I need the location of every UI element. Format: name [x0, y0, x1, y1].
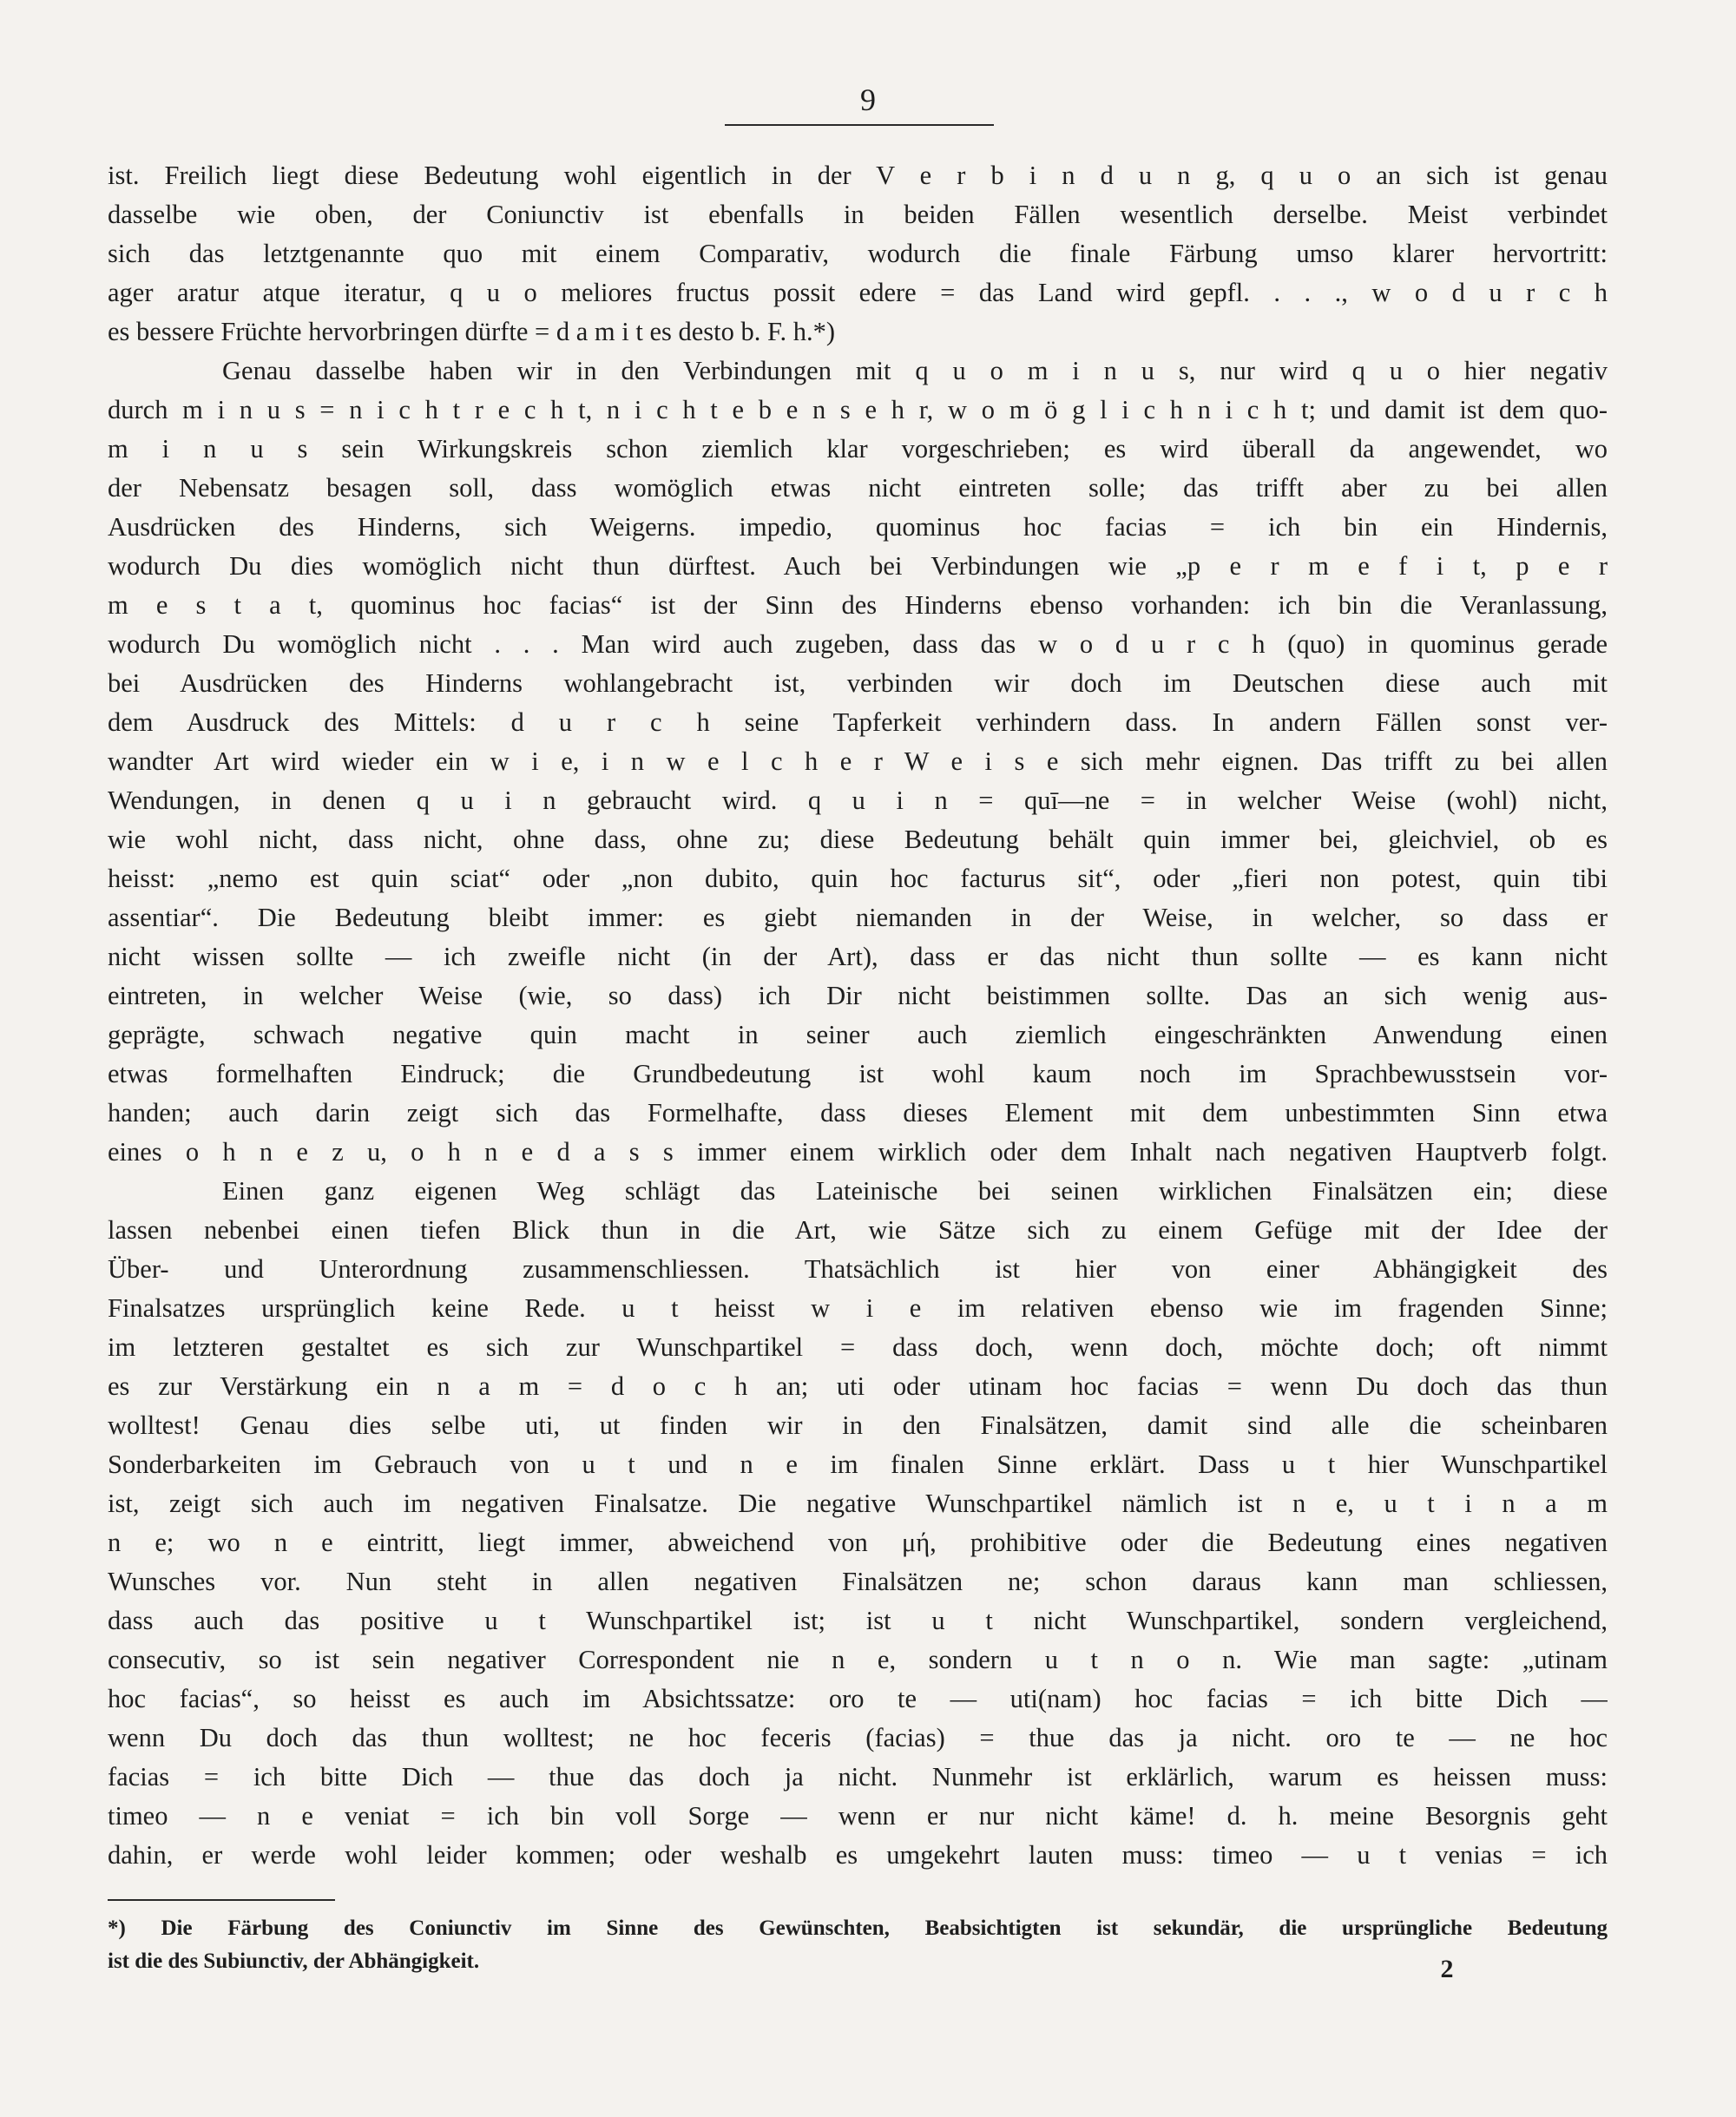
footnote-line: *) Die Färbung des Coniunctiv im Sinne des Gewünschten, Beabsichtigten ist sekundär, die ursprüngliche Bedeutung	[108, 1916, 1608, 1940]
text-line: ist. Freilich liegt diese Bedeutung wohl eigentlich in der V e r b i n d u n g, q u o an sich ist genau	[108, 161, 1608, 190]
text-line: n e; wo n e eintritt, liegt immer, abweichend von μή, prohibitive oder die Bedeutung eines negativen	[108, 1528, 1608, 1557]
text-line: eines o h n e z u, o h n e d a s s immer einem wirklich oder dem Inhalt nach negativen Hauptverb folgt.	[108, 1137, 1608, 1167]
text-line: der Nebensatz besagen soll, dass womöglich etwas nicht eintreten solle; das trifft aber zu bei allen	[108, 473, 1608, 503]
text-line: etwas formelhaften Eindruck; die Grundbedeutung ist wohl kaum noch im Sprachbewusstsein vor-	[108, 1059, 1608, 1088]
text-line: assentiar“. Die Bedeutung bleibt immer: es giebt niemanden in der Weise, in welcher, so dass er	[108, 903, 1608, 932]
text-line: eintreten, in welcher Weise (wie, so dass) ich Dir nicht beistimmen sollte. Das an sich wenig aus-	[108, 981, 1608, 1010]
text-line: geprägte, schwach negative quin macht in seiner auch ziemlich eingeschränkten Anwendung einen	[108, 1020, 1608, 1049]
text-line: Finalsatzes ursprünglich keine Rede. u t heisst w i e im relativen ebenso wie im fragenden Sinne;	[108, 1293, 1608, 1323]
footnote	[108, 1912, 1608, 1978]
text-line: dasselbe wie oben, der Coniunctiv ist ebenfalls in beiden Fällen wesentlich derselbe. Meist verbindet	[108, 200, 1608, 229]
text-line: dem Ausdruck des Mittels: d u r c h seine Tapferkeit verhindern dass. In andern Fällen sonst ver-	[108, 707, 1608, 737]
text-line: m e s t a t, quominus hoc facias“ ist der Sinn des Hinderns ebenso vorhanden: ich bin die Veranlassung,	[108, 590, 1608, 620]
text-line: dass auch das positive u t Wunschpartikel ist; ist u t nicht Wunschpartikel, sondern vergleichend,	[108, 1606, 1608, 1635]
text-line: ager aratur atque iteratur, q u o meliores fructus possit edere = das Land wird gepfl. . . ., w o d u r c h	[108, 278, 1608, 307]
text-line: es bessere Früchte hervorbringen dürfte = d a m i t es desto b. F. h.*)	[108, 317, 836, 346]
text-line: Ausdrücken des Hinderns, sich Weigerns. impedio, quominus hoc facias = ich bin ein Hindernis,	[108, 512, 1608, 542]
main-text	[108, 156, 1608, 1875]
text-line: wodurch Du dies womöglich nicht thun dürftest. Auch bei Verbindungen wie „p e r m e f i t, p e r	[108, 551, 1608, 581]
text-line: sich das letztgenannte quo mit einem Comparativ, wodurch die finale Färbung umso klarer hervortritt:	[108, 239, 1608, 268]
sheet-signature: 2	[1440, 1955, 1454, 1983]
text-line: im letzteren gestaltet es sich zur Wunschpartikel = dass doch, wenn doch, möchte doch; oft nimmt	[108, 1332, 1608, 1362]
text-line: durch m i n u s = n i c h t r e c h t, n i c h t e b e n s e h r, w o m ö g l i c h n i c h t; und damit ist dem quo-	[108, 395, 1608, 424]
footnote-rule	[108, 1899, 335, 1901]
text-line: wandter Art wird wieder ein w i e, i n w e l c h e r W e i s e sich mehr eignen. Das trifft zu bei allen	[108, 746, 1608, 776]
text-line: Wunsches vor. Nun steht in allen negativen Finalsätzen ne; schon daraus kann man schliessen,	[108, 1567, 1608, 1596]
text-line: consecutiv, so ist sein negativer Correspondent nie n e, sondern u t n o n. Wie man sagte: „utinam	[108, 1645, 1608, 1674]
header-rule	[725, 124, 994, 126]
footnote-line: ist die des Subiunctiv, der Abhängigkeit.	[108, 1949, 480, 1973]
text-line: Sonderbarkeiten im Gebrauch von u t und n e im finalen Sinne erklärt. Dass u t hier Wunschpartikel	[108, 1450, 1608, 1479]
text-line: bei Ausdrücken des Hinderns wohlangebracht ist, verbinden wir doch im Deutschen diese auch mit	[108, 668, 1608, 698]
text-line: Genau dasselbe haben wir in den Verbindungen mit q u o m i n u s, nur wird q u o hier negativ	[222, 356, 1608, 385]
text-line: hoc facias“, so heisst es auch im Absichtssatze: oro te — uti(nam) hoc facias = ich bitte Dich —	[108, 1684, 1608, 1713]
text-line: Einen ganz eigenen Weg schlägt das Lateinische bei seinen wirklichen Finalsätzen ein; diese	[222, 1176, 1608, 1206]
text-line: Über- und Unterordnung zusammenschliessen. Thatsächlich ist hier von einer Abhängigkeit des	[108, 1254, 1608, 1284]
text-line: facias = ich bitte Dich — thue das doch ja nicht. Nunmehr ist erklärlich, warum es heissen muss:	[108, 1762, 1608, 1792]
text-line: dahin, er werde wohl leider kommen; oder weshalb es umgekehrt lauten muss: timeo — u t venias = ich	[108, 1840, 1608, 1870]
text-line: lassen nebenbei einen tiefen Blick thun in die Art, wie Sätze sich zu einem Gefüge mit der Idee der	[108, 1215, 1608, 1245]
text-line: es zur Verstärkung ein n a m = d o c h an; uti oder utinam hoc facias = wenn Du doch das thun	[108, 1371, 1608, 1401]
page-number: 9	[860, 82, 876, 117]
text-line: wodurch Du womöglich nicht . . . Man wird auch zugeben, dass das w o d u r c h (quo) in quominus gerade	[108, 629, 1608, 659]
text-line: Wendungen, in denen q u i n gebraucht wird. q u i n = quī—ne = in welcher Weise (wohl) nicht,	[108, 786, 1608, 815]
text-line: wolltest! Genau dies selbe uti, ut finden wir in den Finalsätzen, damit sind alle die scheinbaren	[108, 1410, 1608, 1440]
text-line: timeo — n e veniat = ich bin voll Sorge — wenn er nur nicht käme! d. h. meine Besorgnis geht	[108, 1801, 1608, 1831]
text-line: heisst: „nemo est quin sciat“ oder „non dubito, quin hoc facturus sit“, oder „fieri non potest, quin tibi	[108, 864, 1608, 893]
text-line: nicht wissen sollte — ich zweifle nicht (in der Art), dass er das nicht thun sollte — es kann nicht	[108, 942, 1608, 971]
text-line: m i n u s sein Wirkungskreis schon ziemlich klar vorgeschrieben; es wird überall da angewendet, wo	[108, 434, 1608, 464]
text-line: wie wohl nicht, dass nicht, ohne dass, ohne zu; diese Bedeutung behält quin immer bei, gleichviel, ob es	[108, 825, 1608, 854]
text-line: ist, zeigt sich auch im negativen Finalsatze. Die negative Wunschpartikel nämlich ist n e, u t i n a m	[108, 1489, 1608, 1518]
text-line: wenn Du doch das thun wolltest; ne hoc feceris (facias) = thue das ja nicht. oro te — ne hoc	[108, 1723, 1608, 1752]
text-line: handen; auch darin zeigt sich das Formelhafte, dass dieses Element mit dem unbestimmten Sinn etwa	[108, 1098, 1608, 1128]
